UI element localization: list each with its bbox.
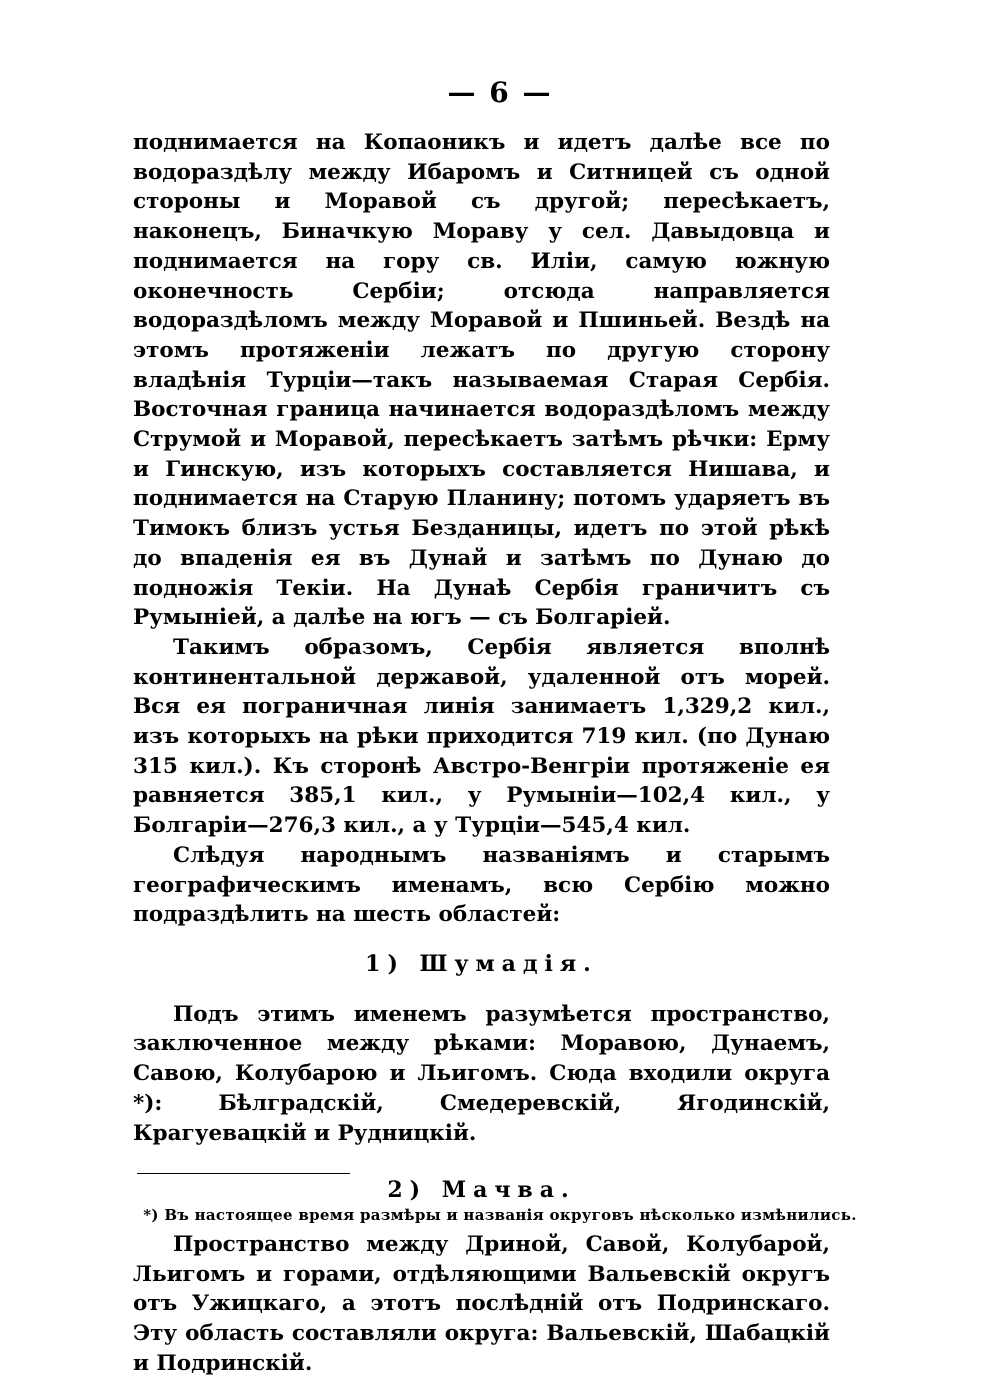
paragraph-continental: Такимъ образомъ, Сербія является вполнѣ континентальной державой, удаленной отъ морей. Вся ея пограничная линія занимаетъ 1,329,2 кил., изъ которыхъ на рѣки приходится 719 кил. (по Дунаю 315 кил.). Къ сторонѣ Австро-Венгріи протяженіе ея равняется 385,1 кил., у Румыніи—102,4 кил., у Болгаріи—276,3 кил., а у Турціи—545,4 кил. [133,634,830,839]
footnote: *) Въ настоящее время размѣры и названія округовъ нѣсколько измѣнились. [143,1206,857,1224]
paragraph-shumadia: Подъ этимъ именемъ разумѣется пространство, заключенное между рѣками: Моравою, Дунаемъ, Савою, Колубарою и Льигомъ. Сюда входили округа *): Бѣлградскій, Смедеревскій, Ягодинскій, Крагуевацкій и Рудницкій. [133,1001,830,1146]
section-heading-shumadia: 1) Шумадія. [365,950,598,977]
section-heading-machva: 2) Мачва. [387,1177,576,1204]
page-number: — 6 — [447,76,553,109]
paragraph-machva: Пространство между Дриной, Савой, Колубарой, Льигомъ и горами, отдѣляющими Вальевскій округъ отъ Ужицкаго, а этотъ послѣдній отъ Подринскаго. Эту область составляли округа: Вальевскій, Шабацкій и Подринскій. [133,1231,830,1376]
main-text [133,128,830,1378]
paragraph-border-description: поднимается на Копаоникъ и идетъ далѣе все по водораздѣлу между Ибаромъ и Ситницей съ одной стороны и Моравой съ другой; пересѣкаетъ, наконецъ, Биначкую Мораву у сел. Давыдовца и поднимается на гору св. Иліи, самую южную оконечность Сербіи; отсюда направляется водораздѣломъ между Моравой и Пшиньей. Вездѣ на этомъ протяженіи лежатъ по другую сторону владѣнія Турціи—такъ называемая Старая Сербія. Восточная граница начинается водораздѣломъ между Струмой и Моравой, пересѣкаетъ затѣмъ рѣчки: Ерму и Гинскую, изъ которыхъ составляется Нишава, и поднимается на Старую Планину; потомъ ударяетъ въ Тимокъ близъ устья Безданицы, идетъ по этой рѣкѣ до впаденія ея въ Дунай и затѣмъ по Дунаю до подножія Текіи. На Дунаѣ Сербія граничитъ съ Румыніей, а далѣе на югъ — съ Болгаріей. [133,130,830,631]
paragraph-regions-intro: Слѣдуя народнымъ названіямъ и старымъ географическимъ именамъ, всю Сербію можно подраздѣлить на шесть областей: [133,842,830,928]
footnote-divider [137,1173,350,1174]
